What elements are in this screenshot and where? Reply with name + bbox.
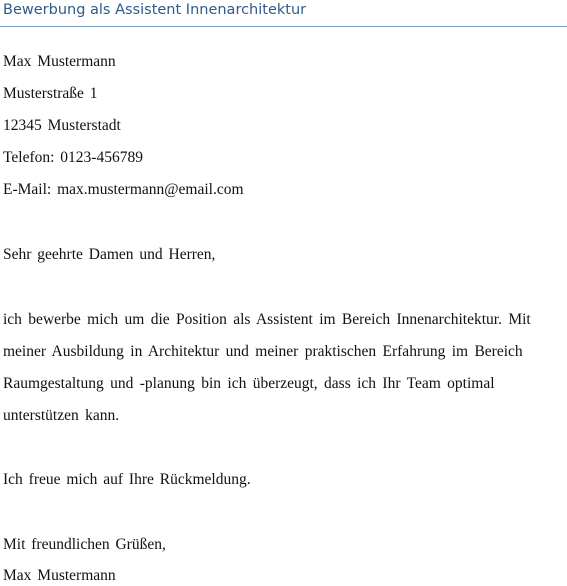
paragraph-line: meiner Ausbildung in Architektur und meiner praktischen Erfahrung im Bereich — [3, 343, 523, 360]
document-title: Bewerbung als Assistent Innenarchitektur — [3, 2, 307, 18]
closing-sentence: Ich freue mich auf Ihre Rückmeldung. — [3, 471, 251, 488]
paragraph-line: Raumgestaltung und -planung bin ich überzeugt, dass ich Ihr Team optimal — [3, 375, 495, 392]
paragraph-line: unterstützen kann. — [3, 407, 120, 424]
sender-phone: Telefon: 0123-456789 — [3, 149, 143, 166]
signature: Max Mustermann — [3, 567, 116, 584]
closing: Mit freundlichen Grüßen, — [3, 536, 166, 553]
sender-email: E-Mail: max.mustermann@email.com — [3, 181, 244, 198]
salutation: Sehr geehrte Damen und Herren, — [3, 246, 216, 263]
paragraph-line: ich bewerbe mich um die Position als Assistent im Bereich Innenarchitektur. Mit — [3, 311, 531, 328]
title-divider — [0, 26, 567, 27]
sender-city: 12345 Musterstadt — [3, 117, 121, 134]
sender-name: Max Mustermann — [3, 53, 116, 70]
sender-street: Musterstraße 1 — [3, 85, 98, 102]
